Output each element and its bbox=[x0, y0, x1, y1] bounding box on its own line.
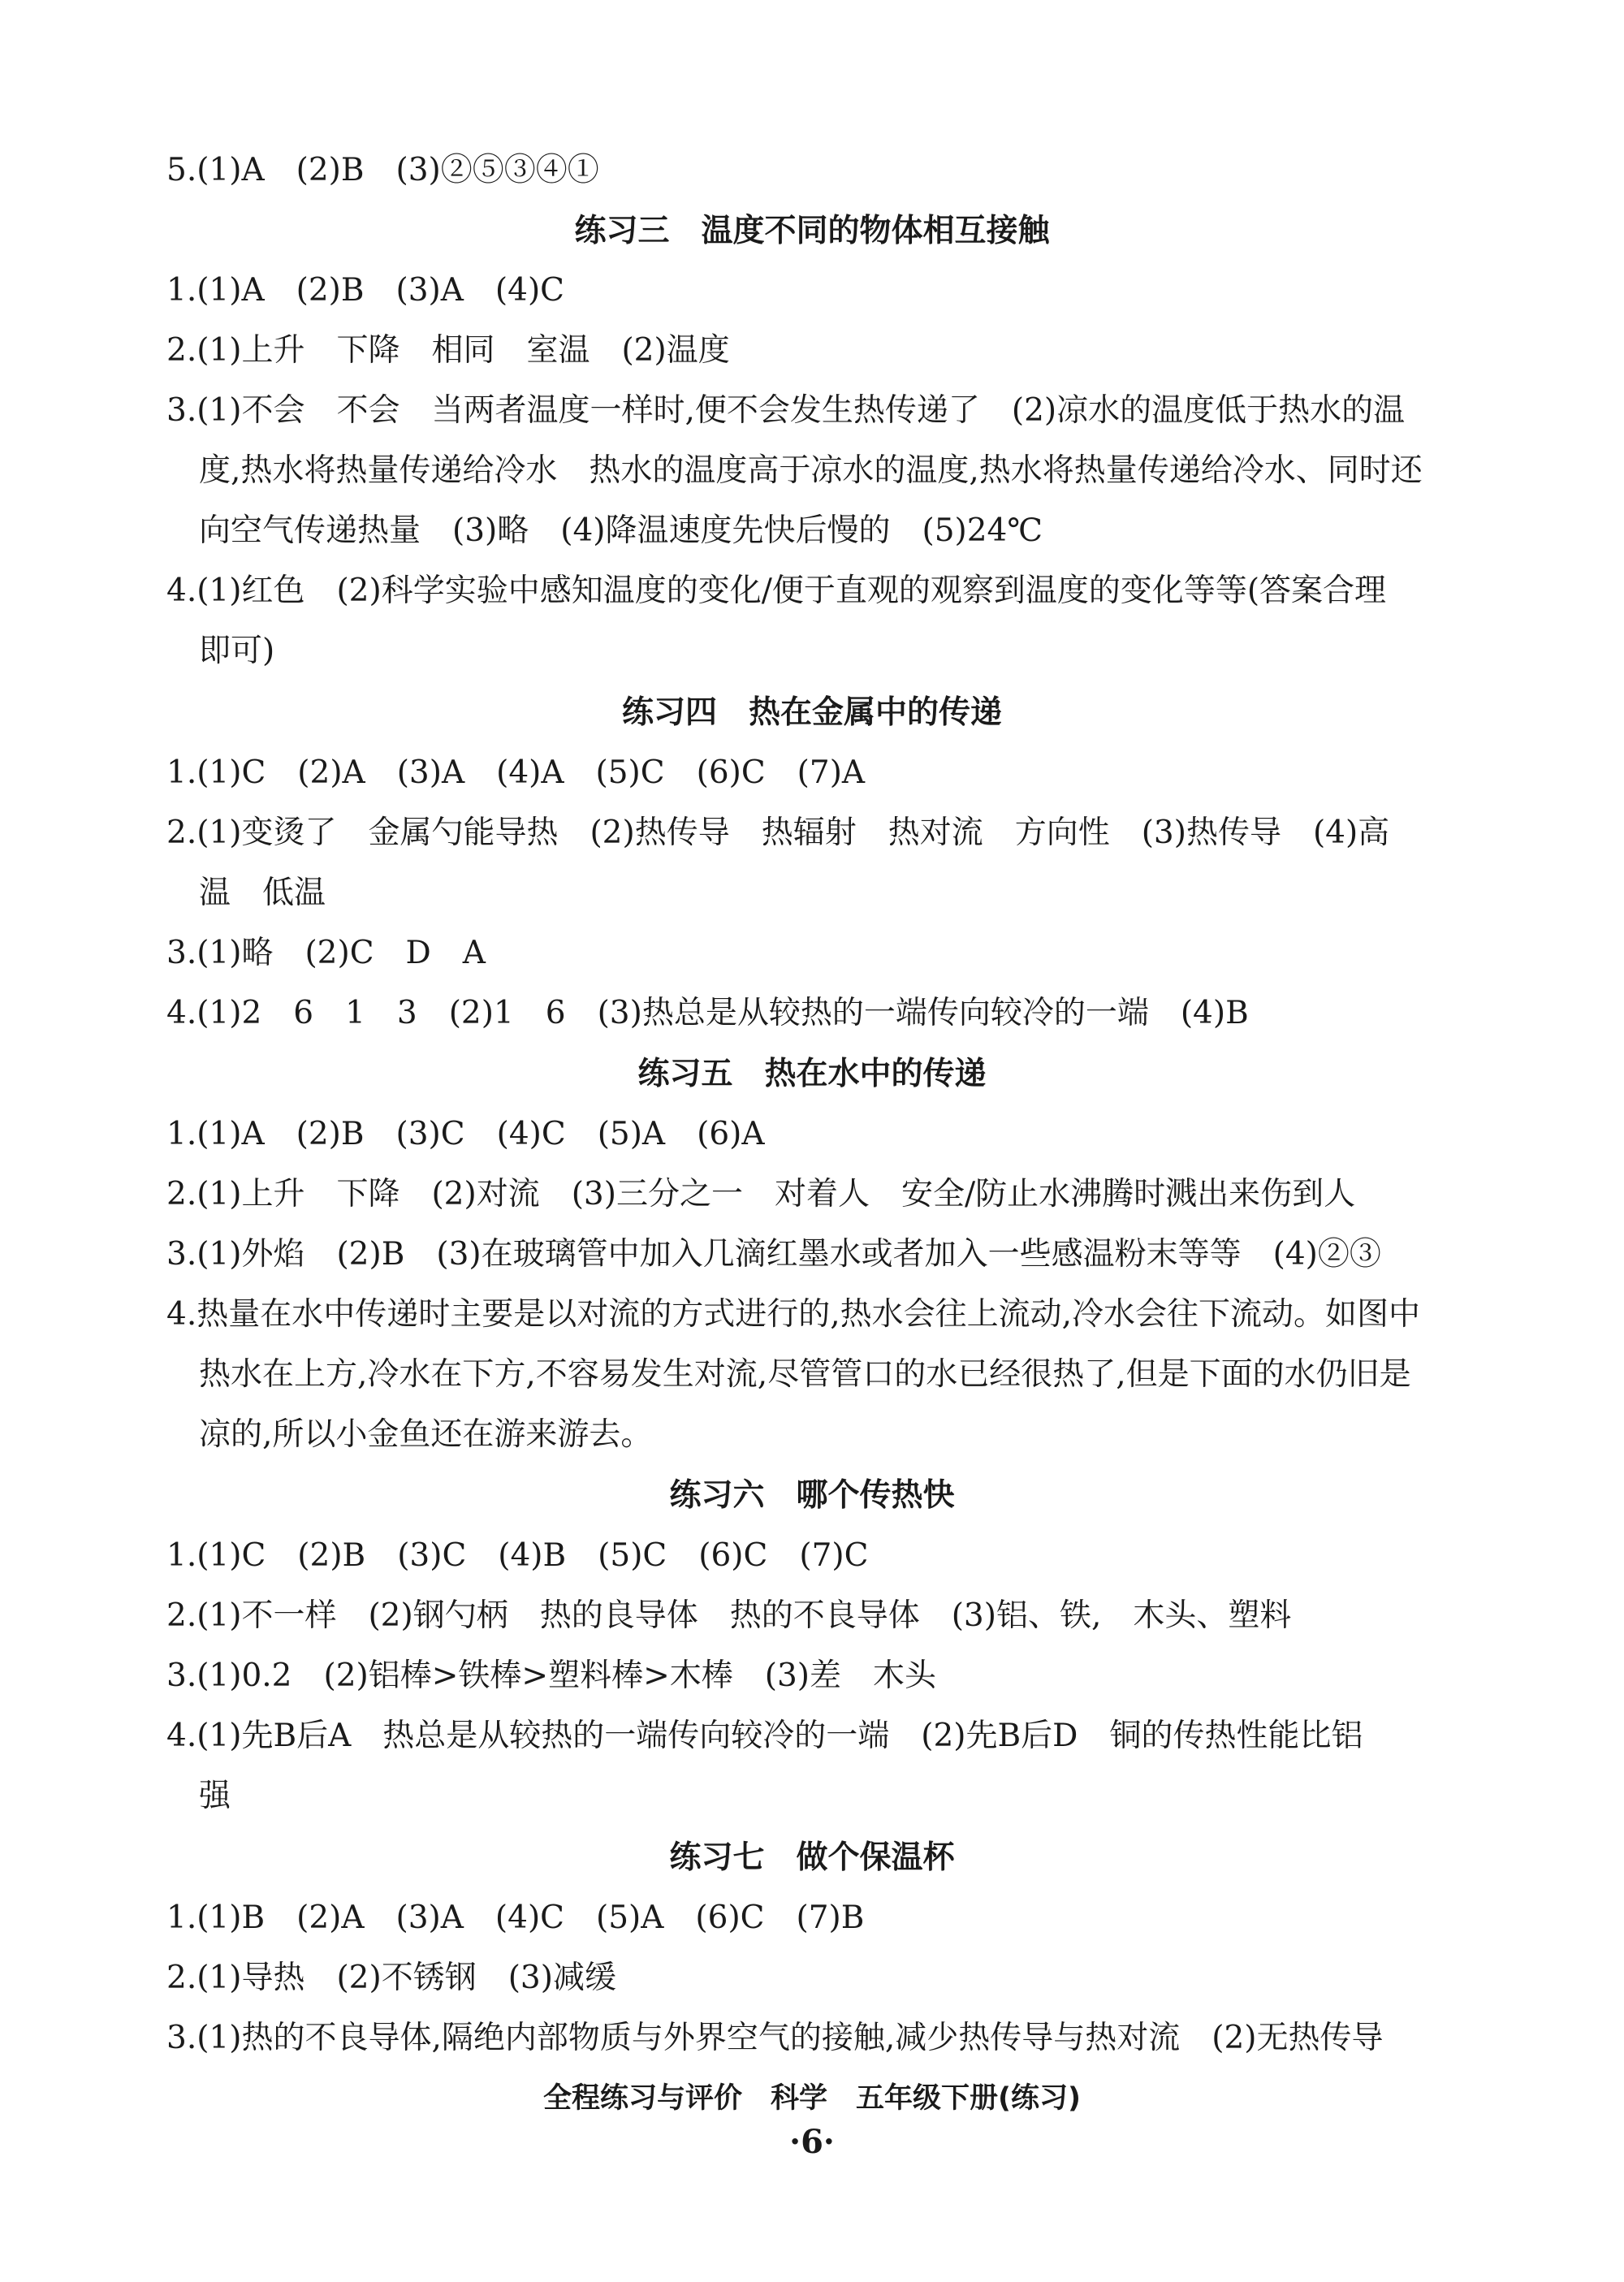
answer-line: 1.(1)C (2)B (3)C (4)B (5)C (6)C (7)C bbox=[166, 1537, 869, 1574]
answer-line: 2.(1)导热 (2)不锈钢 (3)减缓 bbox=[166, 1960, 616, 1996]
answer-line: 4.(1)红色 (2)科学实验中感知温度的变化/便于直观的观察到温度的变化等等(答案合理 bbox=[166, 573, 1387, 609]
answer-line: 3.(1)热的不良导体,隔绝内部物质与外界空气的接触,减少热传导与热对流 (2)无热传导 bbox=[166, 2020, 1384, 2056]
answer-line: 2.(1)不一样 (2)钢勺柄 热的良导体 热的不良导体 (3)铝、铁, 木头、塑料 bbox=[166, 1597, 1292, 1634]
section-title-exercise-6: 练习六 哪个传热快 bbox=[669, 1477, 955, 1514]
answer-line: 强 bbox=[199, 1778, 231, 1814]
answer-line: 凉的,所以小金鱼还在游来游去。 bbox=[199, 1416, 653, 1453]
answer-line: 即可) bbox=[199, 633, 275, 669]
answer-line: 2.(1)变烫了 金属勺能导热 (2)热传导 热辐射 热对流 方向性 (3)热传导 (4)高 bbox=[166, 815, 1390, 851]
answer-line: 3.(1)不会 不会 当两者温度一样时,便不会发生热传递了 (2)凉水的温度低于热水的温 bbox=[166, 392, 1406, 429]
section-title-exercise-4: 练习四 热在金属中的传递 bbox=[621, 694, 1002, 731]
book-footer: 全程练习与评价 科学 五年级下册(练习) bbox=[543, 2082, 1081, 2115]
page-number: ·6· bbox=[789, 2123, 835, 2161]
section-title-exercise-7: 练习七 做个保温杯 bbox=[669, 1839, 955, 1876]
answer-line: 3.(1)略 (2)C D A bbox=[166, 935, 486, 971]
answer-line: 3.(1)0.2 (2)铝棒>铁棒>塑料棒>木棒 (3)差 木头 bbox=[166, 1657, 936, 1694]
answer-line: 2.(1)上升 下降 (2)对流 (3)三分之一 对着人 安全/防止水沸腾时溅出来伤到人 bbox=[166, 1176, 1356, 1212]
answer-line: 3.(1)外焰 (2)B (3)在玻璃管中加入几滴红墨水或者加入一些感温粉末等等 (4)②③ bbox=[166, 1236, 1381, 1273]
answer-line: 热水在上方,冷水在下方,不容易发生对流,尽管管口的水已经很热了,但是下面的水仍旧是 bbox=[199, 1356, 1411, 1393]
section-title-exercise-5: 练习五 热在水中的传递 bbox=[637, 1056, 987, 1092]
answer-line: 1.(1)C (2)A (3)A (4)A (5)C (6)C (7)A bbox=[166, 754, 866, 791]
answer-line: 5.(1)A (2)B (3)②⑤③④① bbox=[166, 152, 599, 188]
answer-line: 4.热量在水中传递时主要是以对流的方式进行的,热水会往上流动,冷水会往下流动。如图中 bbox=[166, 1296, 1421, 1333]
section-title-exercise-3: 练习三 温度不同的物体相互接触 bbox=[574, 213, 1050, 249]
answer-line: 1.(1)A (2)B (3)A (4)C bbox=[166, 272, 565, 309]
answer-line: 4.(1)先B后A 热总是从较热的一端传向较冷的一端 (2)先B后D 铜的传热性能比铝 bbox=[166, 1718, 1363, 1754]
answer-line: 4.(1)2 6 1 3 (2)1 6 (3)热总是从较热的一端传向较冷的一端 (4)B bbox=[166, 995, 1249, 1031]
answer-line: 向空气传递热量 (3)略 (4)降温速度先快后慢的 (5)24℃ bbox=[199, 512, 1043, 549]
answer-line: 1.(1)A (2)B (3)C (4)C (5)A (6)A bbox=[166, 1116, 765, 1152]
answer-line: 2.(1)上升 下降 相同 室温 (2)温度 bbox=[166, 332, 730, 369]
answer-line: 温 低温 bbox=[199, 875, 326, 911]
answer-line: 度,热水将热量传递给冷水 热水的温度高于凉水的温度,热水将热量传递给冷水、同时还 bbox=[199, 452, 1423, 489]
answer-line: 1.(1)B (2)A (3)A (4)C (5)A (6)C (7)B bbox=[166, 1900, 865, 1936]
